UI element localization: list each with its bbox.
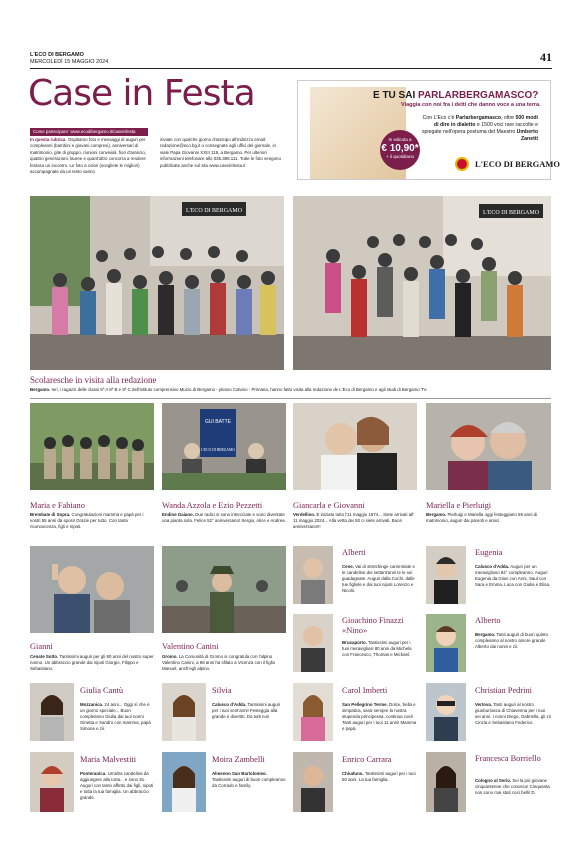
ad-body <box>418 115 538 143</box>
item-place: Calusco d'Adda. <box>212 702 247 707</box>
item-place: Endine Gaiano. <box>162 512 194 517</box>
banner-text: GUI BATTE <box>204 419 232 425</box>
item-text: Tantissimi auguri per i tuoi meravigliosi 80 anni da Michela con Francesco, Thomas e Michael. <box>342 640 412 658</box>
photo-maria-malvestiti <box>30 752 74 812</box>
item-text: Due radici si sono intrecciate e sono diventate una pianta sola. Felice 52° anniversario! Sergio, Alice e Andrea. <box>162 512 286 524</box>
item-caption-maria-malvestiti <box>80 771 155 821</box>
item-place: Brusaporto. <box>342 640 367 645</box>
photo-moira-zambelli <box>162 752 206 812</box>
photo-mariella-pierluigi <box>426 403 551 490</box>
item-place: Almenno San Bartolomeo. <box>212 771 267 776</box>
item-title-gioachino: Gioachino Finazzi «Nino» <box>342 616 404 635</box>
ad-text-mid1: , oltre <box>501 115 516 121</box>
item-caption-silvia <box>212 702 287 750</box>
item-title-mariella-pierluigi: Mariella e Pierluigi <box>426 501 492 510</box>
ad-text-bold2: 500 modi di dire in dialetto <box>433 115 538 128</box>
item-text: Auguri per un meraviglioso 84° compleanno. Auguri Eugenia da Gisei con Anni, Saul con Sara e Emma, Luca con Giulia e Elisa. <box>475 564 551 588</box>
item-text: Pierluigi e Mariella oggi festeggiano 59 anni di matrimonio, auguri dai parenti e amici. <box>426 512 538 524</box>
photo-gioachino <box>293 614 333 672</box>
item-title-giulia-cantu: Giulia Cantù <box>80 686 124 695</box>
item-caption-eugenia <box>475 564 551 610</box>
item-text: Congratulazioni mamma e papà per i vostri 55 anni da sposi! Grazie per tutto. Con tanta riconoscenza, figli e nipoti. <box>30 512 144 530</box>
ad-text-brand: Parlarbergamasco <box>455 115 502 121</box>
ad-logo: L'ECO DI BERGAMO <box>475 159 561 169</box>
item-title-maria-malvestiti: Maria Malvestiti <box>80 755 137 764</box>
photo-enrico-carrara <box>293 752 333 812</box>
item-title-eugenia: Eugenia <box>475 548 503 557</box>
photo-eugenia <box>426 546 466 604</box>
item-place: Mozzanica. <box>80 702 104 707</box>
price-tag-bottom: + il quotidiano <box>386 153 414 159</box>
item-place: Gromo. <box>162 654 178 659</box>
masthead <box>30 52 108 65</box>
ad-headline <box>373 90 538 101</box>
feature-title: Scolaresche in visita alla redazione <box>30 375 157 385</box>
item-text: Sei la più giovane cinquantenne che conosco! Cinquanta non sono mai stati così belli! D. <box>475 778 550 796</box>
ad-headline-highlight: PARLARBERGAMASCO? <box>418 90 539 101</box>
item-text: Tantissimi auguri per gli 80 anni del nostro super nonno. Un abbraccio grande dai nipoti Giorgio, Filippo e Sebastiano. <box>30 654 154 672</box>
item-title-maria-fabiano: Maria e Fabiano <box>30 501 85 510</box>
item-title-moira-zambelli: Moira Zambelli <box>212 755 265 764</box>
item-text: Tantissimi auguri per i tuoi 50 anni. La tua famiglia. <box>342 771 416 783</box>
ad-headline-prefix: E TU SAI <box>373 90 419 101</box>
photo-wanda-ezio <box>162 403 286 490</box>
item-caption-alberti <box>342 564 418 610</box>
page-number: 41 <box>540 50 552 64</box>
item-title-enrico-carrara: Enrico Carrara <box>342 755 392 764</box>
item-title-alberti: Alberti <box>342 548 366 557</box>
photo-carol-imberti <box>293 683 333 741</box>
intro-col-1 <box>30 137 154 182</box>
item-title-alberto: Alberto <box>475 616 501 625</box>
banner-sub-text: L'ECO DI BERGAMO <box>201 448 235 452</box>
item-place: Bergamo. <box>475 632 496 637</box>
item-title-wanda-ezio: Wanda Azzola e Ezio Pezzetti <box>162 501 263 510</box>
item-text: Tantissimi auguri di buon compleanno da Corrado e family. <box>212 777 286 789</box>
school-visit-photo-2 <box>293 196 551 370</box>
top-rule <box>30 68 552 69</box>
item-place: Calusco d'Adda. <box>475 564 510 569</box>
item-text: Tantissimi auguri per i tuoi vent'anni! Festeggia alla grande e divertiti. Da tutti noi! <box>212 702 281 720</box>
item-caption-enrico-carrara <box>342 771 418 811</box>
photo-giulia-cantu <box>30 683 74 741</box>
price-tag-top: In edicola a <box>388 137 412 142</box>
item-caption-christian-pedrini <box>475 702 551 750</box>
item-title-francesca-borriello: Francesca Borriello <box>475 754 541 763</box>
photo-francesca-borriello <box>426 752 466 812</box>
item-place: Verdellino. <box>293 512 316 517</box>
parlarbergamasco-ad[interactable] <box>297 80 561 180</box>
item-place: Vertova. <box>475 702 493 707</box>
item-caption-gianni <box>30 654 154 680</box>
item-text: La Comunità di Gromo si congratula con l'alpino Valentino Canini, a 98 anni ha sfilato a Vicenza con il figlio Manuel, anch'egli alpino. <box>162 654 276 672</box>
school-visit-photo-1 <box>30 196 284 370</box>
price-tag <box>380 130 420 170</box>
intro-lead: In questa rubrica <box>30 137 66 142</box>
photo-gianni <box>30 546 154 633</box>
participate-link[interactable]: Come partecipare: www.ecodibergamo.it/caseinfesta <box>30 128 148 136</box>
item-text: Dolce, bella e simpatica, sarai sempre la nostra stupenda principessa, continua così! Tanti auguri per i tuoi 11 anni! Mamma e papà. <box>342 702 417 732</box>
photo-christian-pedrini <box>426 683 466 741</box>
ad-text-pre: Con L'Eco c'è <box>422 115 456 121</box>
item-place: Cene. <box>342 564 354 569</box>
masthead-paper: L'ECO DI BERGAMO <box>30 52 84 58</box>
ad-text-mid2: e 1500 voci rare raccolte e spiegate nell'opera postuma del Maestro <box>421 122 538 135</box>
photo-sign-text-1: L'ECO DI BERGAMO <box>185 208 243 214</box>
photo-valentino-canini <box>162 546 286 633</box>
item-caption-francesca-borriello <box>475 778 551 822</box>
ad-text-author: Umberto Zanetti <box>516 129 538 142</box>
photo-giancarla-giovanni <box>293 403 417 490</box>
item-title-giancarla-giovanni: Giancarla e Giovanni <box>293 501 365 510</box>
photo-alberto <box>426 614 466 672</box>
photo-alberti <box>293 546 333 604</box>
feature-place: Bergamo. <box>30 387 51 392</box>
item-caption-gioachino <box>342 640 418 684</box>
section-title: Case in Festa <box>28 73 255 114</box>
item-place: Chiuduno. <box>342 771 364 776</box>
item-text: 24 anni... Oggi sì che è un giorno speciale... Buon compleanno Giulia dai tuoi nonni Ginetta e Sandro con mamma, papà Simone e zii. <box>80 702 151 732</box>
item-text: È iniziato tutto l'11 maggio 1974... Siete arrivati all' 11 maggio 2024... Alla vetta dei 50 ci siete arrivati. Buon anniversario!!! <box>293 512 414 530</box>
feature-caption <box>30 387 550 395</box>
masthead-date: MERCOLEDÌ 15 MAGGIO 2024 <box>30 58 109 65</box>
item-text: Un'altra candelina da aggiungere alla torta... e sono 91. Auguri con tanto affetto dai figli, nipoti e tutta la tua famiglia. Un abbraccio grande. <box>80 771 154 801</box>
feature-text: Ieri, i ragazzi delle classi 5ª A 5ª B e 5ª C dell'istituto comprensivo Muzio di Bergamo - plesso Calvino - Primaria, hanno fatto visita alla redazione de L'Eco di Bergamo e agli studi di Bergamo TV. <box>50 387 428 392</box>
intro-text-2: inviate con qualche giorno d'anticipo all'indirizzo email: redazione@eco.bg.it o consegnate agli uffici del giornale, in viale Papa Giovanni XXIII 118, a Bergamo. Per ulteriori informazioni telefonare allo 035.386.111. Tutte le foto vengono pubblicate anche sul sito www.caseinfesta.it <box>160 137 281 168</box>
item-caption-giulia-cantu <box>80 702 155 750</box>
price-value: € 10,90* <box>381 142 419 154</box>
item-title-silvia: Silvia <box>212 686 232 695</box>
intro-text-1: . Ospitiamo foto e messaggi di auguri per compleanni (bambini e giovani compresi), anniversari di matrimonio, gite di gruppo, riunioni conviviali, fiori d'arancio, quattro generazioni, lauree e quant'altro concorra a rendere festoso un incontro. Le foto a colori (scegliete le migliori) accompagnate da un testo vanno <box>30 137 147 175</box>
item-title-valentino-canini: Valentino Canini <box>162 642 219 651</box>
photo-sign-text-2: L'ECO DI BERGAMO <box>482 210 540 216</box>
item-caption-wanda-ezio <box>162 512 286 544</box>
photo-silvia <box>162 683 206 741</box>
item-caption-giancarla-giovanni <box>293 512 417 544</box>
feature-rule <box>30 398 551 399</box>
item-place: Cenate Sotto. <box>30 654 59 659</box>
ad-subline: Viaggia con noi fra i detti che danno voce a una terra. <box>401 102 541 108</box>
item-place: Ponteranica. <box>80 771 107 776</box>
item-text: Vai di stretchinge camminate e le candeline dei settant'anni te le sei guadagnate. Auguri dalla Cuchi, dalle tue figliole e dai tuoi nipoti Lorenzo e Nicolò. <box>342 564 415 594</box>
intro-col-2 <box>160 137 284 182</box>
item-title-carol-imberti: Carol Imberti <box>342 686 388 695</box>
bergamo-seal-icon <box>455 157 469 171</box>
item-text: Tanti auguri al nostro giunburrasca di Chiavenna per i tuoi sei anni. I nonni Diego, Gabriella, gli zii Cinzia e Sebastiano Federico. <box>475 702 551 726</box>
item-caption-valentino-canini <box>162 654 286 680</box>
item-caption-carol-imberti <box>342 702 418 750</box>
item-caption-maria-fabiano <box>30 512 154 544</box>
item-title-christian-pedrini: Christian Pedrini <box>475 686 532 695</box>
item-caption-mariella-pierluigi <box>426 512 551 544</box>
item-caption-alberto <box>475 632 551 668</box>
item-caption-moira-zambelli <box>212 771 287 821</box>
item-place: Bergamo. <box>426 512 447 517</box>
item-place: San Pellegrino Terme. <box>342 702 388 707</box>
item-place: Brembate di Sopra. <box>30 512 71 517</box>
item-title-gianni: Gianni <box>30 642 53 651</box>
photo-maria-fabiano <box>30 403 154 490</box>
item-text: Tanti auguri di buon quinto compleanno al nostro amore grande Alberto dai nonni e zii. <box>475 632 548 650</box>
item-place: Cologno al Serio. <box>475 778 512 783</box>
